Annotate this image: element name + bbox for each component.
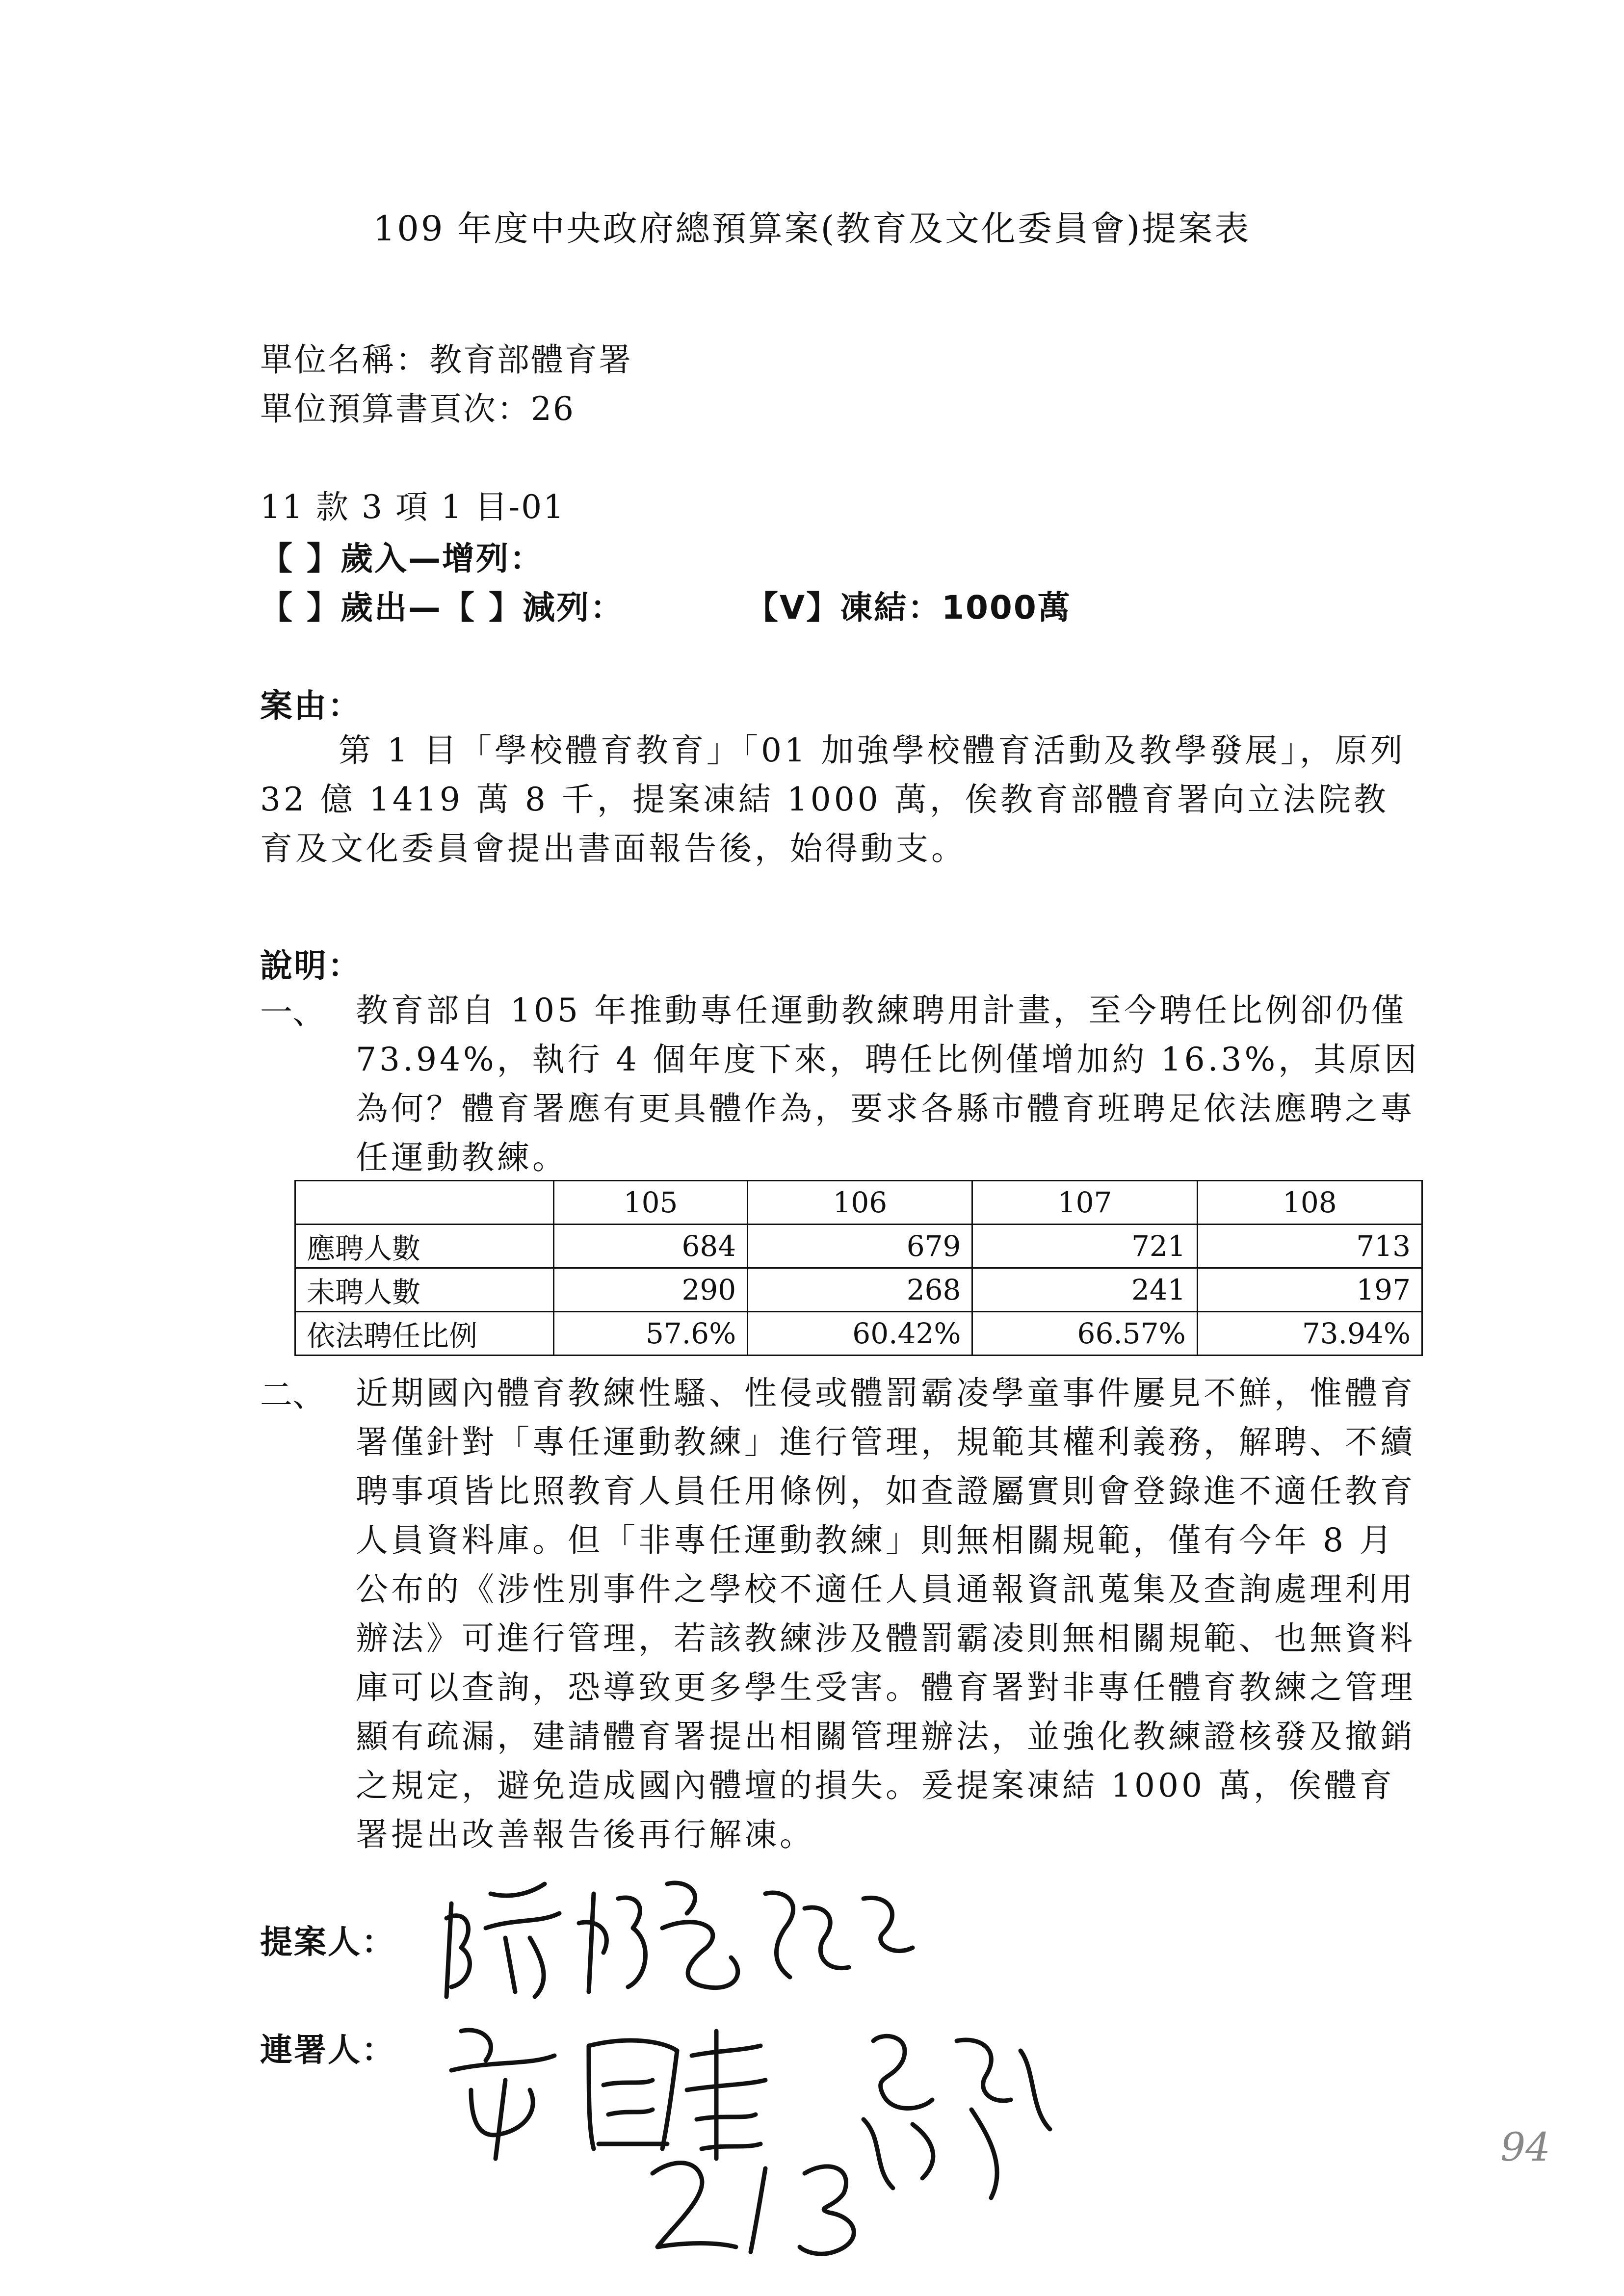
table-row <box>295 1268 1422 1312</box>
proposer-label: 提案人： <box>260 1923 395 1961</box>
budget-page: 單位預算書頁次：26 <box>260 390 575 428</box>
table-header-cell <box>295 1181 554 1225</box>
table-cell: 60.42% <box>748 1312 972 1356</box>
table-row <box>295 1312 1422 1356</box>
expense-line: 【 】歲出—【 】減列： <box>260 589 624 626</box>
unit-name: 單位名稱：教育部體育署 <box>260 341 632 379</box>
item-code: 11 款 3 項 1 目-01 <box>260 488 566 526</box>
table-header-cell: 105 <box>554 1181 748 1225</box>
case-heading: 案由： <box>260 687 362 725</box>
page-mark: 94 <box>1500 2124 1550 2170</box>
table-header-cell: 108 <box>1197 1181 1422 1225</box>
proposer-signature <box>432 1864 922 2011</box>
table-cell: 684 <box>554 1225 748 1268</box>
table-cell: 66.57% <box>972 1312 1197 1356</box>
table-row <box>295 1225 1422 1268</box>
table-cell: 679 <box>748 1225 972 1268</box>
table-cell: 713 <box>1197 1225 1422 1268</box>
table-cell: 721 <box>972 1225 1197 1268</box>
table-cell: 73.94% <box>1197 1312 1422 1356</box>
case-text: 第 1 目「學校體育教育」「01 加強學校體育活動及教學發展」，原列 32 億 1419 萬 8 千，提案凍結 1000 萬，俟教育部體育署向立法院教育及文化委員會提出書面報告後，始得動支。 <box>260 731 1406 867</box>
row-label: 應聘人數 <box>295 1225 554 1268</box>
cosigner-label: 連署人： <box>260 2031 395 2069</box>
table-cell: 290 <box>554 1268 748 1312</box>
table-cell: 241 <box>972 1268 1197 1312</box>
table-header-row <box>295 1181 1422 1225</box>
table-header-cell: 107 <box>972 1181 1197 1225</box>
item-number-2: 二、 <box>260 1376 325 1414</box>
table-header-cell: 106 <box>748 1181 972 1225</box>
table-cell: 57.6% <box>554 1312 748 1356</box>
coach-hiring-table <box>294 1180 1423 1356</box>
row-label: 依法聘任比例 <box>295 1312 554 1356</box>
revenue-line: 【 】歲入—增列： <box>260 540 544 577</box>
table-cell: 268 <box>748 1268 972 1312</box>
item-text-2: 近期國內體育教練性騷、性侵或體罰霸凌學童事件屢見不鮮，惟體育署僅針對「專任運動教練」進行管理，規範其權利義務，解聘、不續聘事項皆比照教育人員任用條例，如查證屬實則會登錄進不適任教育人員資料庫。但「非專任運動教練」則無相關規範，僅有今年 8 月公布的《涉性別事件之學校不適任人員通報資訊蒐集及查詢處理利用辦法》可進行管理，若該教練涉及體罰霸凌則無相關規範、也無資料庫可以查詢，恐導致更多學生受害。體育署對非專任體育教練之管理顯有疏漏，建請體育署提出相關管理辦法，並強化教練證核發及撤銷之規定，避免造成國內體壇的損失。爰提案凍結 1000 萬，俟體育署提出改善報告後再行解凍。 <box>356 1374 1415 1853</box>
row-label: 未聘人數 <box>295 1268 554 1312</box>
table-cell: 197 <box>1197 1268 1422 1312</box>
cosigner-signatures <box>442 2011 1423 2267</box>
item-number-1: 一、 <box>260 993 325 1031</box>
document-title: 109 年度中央政府總預算案(教育及文化委員會)提案表 <box>373 209 1251 249</box>
explain-heading: 說明： <box>260 947 362 985</box>
item-text-1: 教育部自 105 年推動專任運動教練聘用計畫，至今聘任比例卻仍僅 73.94%，執行 4 個年度下來，聘任比例僅增加約 16.3%，其原因為何？體育署應有更具體作為，要求各縣市體育班聘足依法應聘之專任運動教練。 <box>356 991 1420 1176</box>
freeze-line: 【V】凍結：1000萬 <box>746 589 1072 626</box>
